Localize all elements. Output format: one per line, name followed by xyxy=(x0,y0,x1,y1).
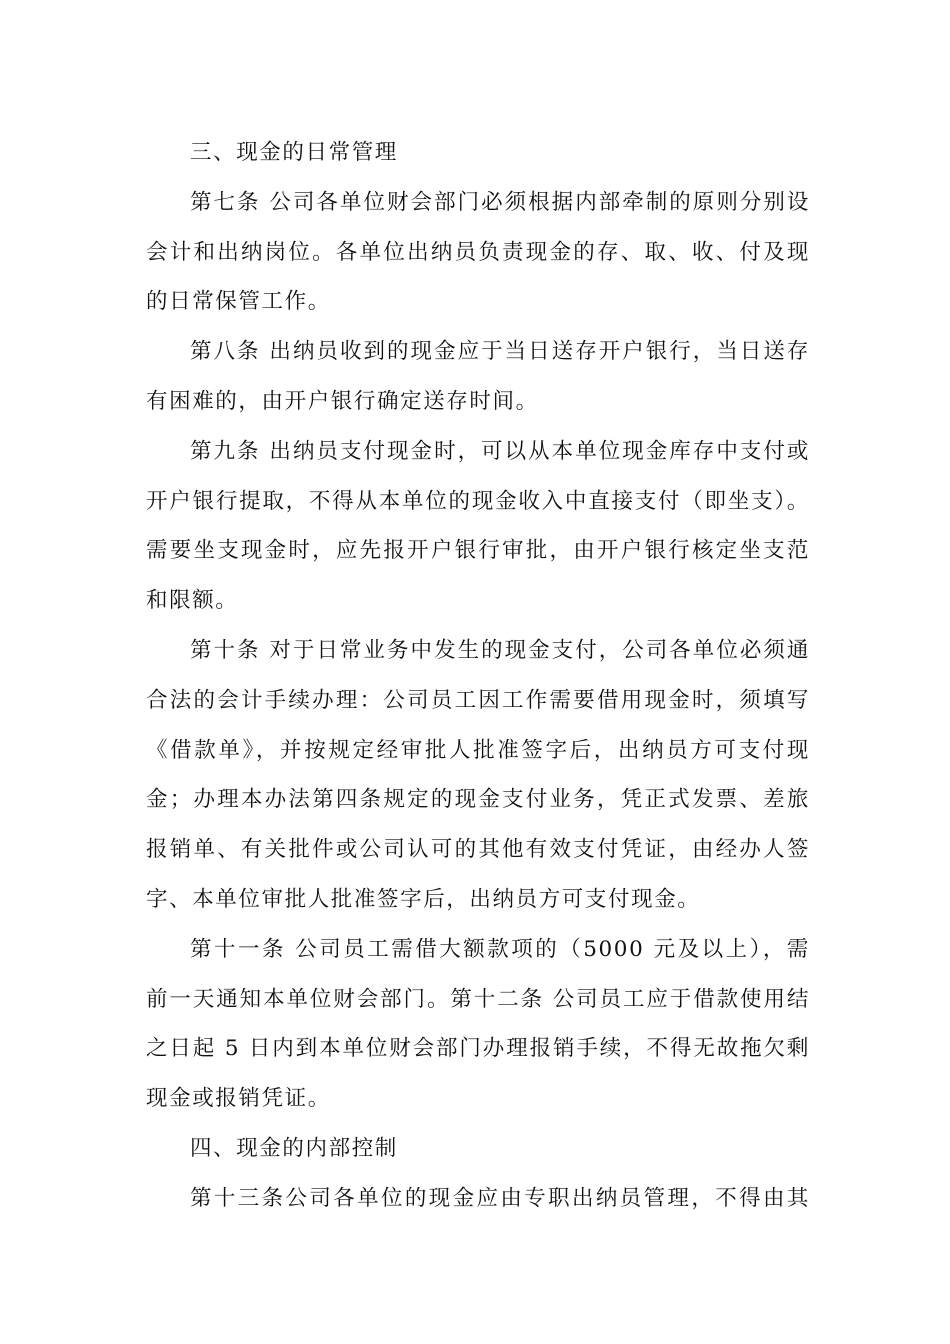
paragraph-line: 金；办理本办法第四条规定的现金支付业务，凭正式发票、差旅 xyxy=(146,787,810,813)
paragraph-line: 字、本单位审批人批准签字后，出纳员方可支付现金。 xyxy=(146,886,701,912)
paragraph-line: 现金或报销凭证。 xyxy=(146,1086,331,1112)
paragraph-line: 之日起 5 日内到本单位财会部门办理报销手续，不得无故拖欠剩 xyxy=(146,1036,810,1062)
paragraph-line: 合法的会计手续办理：公司员工因工作需要借用现金时，须填写 xyxy=(146,687,810,713)
paragraph-line: 第十一条 公司员工需借大额款项的（5000 元及以上），需 xyxy=(190,936,810,962)
section-heading: 四、现金的内部控制 xyxy=(190,1135,398,1161)
paragraph-line: 第七条 公司各单位财会部门必须根据内部牵制的原则分别设 xyxy=(190,189,810,215)
paragraph-line: 第九条 出纳员支付现金时，可以从本单位现金库存中支付或 xyxy=(190,438,810,464)
paragraph-line: 有困难的，由开户银行确定送存时间。 xyxy=(146,388,539,414)
paragraph-line: 第十条 对于日常业务中发生的现金支付，公司各单位必须通 xyxy=(190,637,810,663)
paragraph-line: 开户银行提取，不得从本单位的现金收入中直接支付（即坐支）。 xyxy=(146,488,810,514)
paragraph-line: 第八条 出纳员收到的现金应于当日送存开户银行，当日送存 xyxy=(190,339,810,365)
document-page xyxy=(146,128,810,1224)
paragraph-line: 第十三条公司各单位的现金应由专职出纳员管理，不得由其 xyxy=(190,1185,810,1211)
paragraph-line: 需要坐支现金时，应先报开户银行审批，由开户银行核定坐支范 xyxy=(146,538,810,564)
paragraph-line: 和限额。 xyxy=(146,588,239,614)
paragraph-line: 前一天通知本单位财会部门。第十二条 公司员工应于借款使用结 xyxy=(146,986,810,1012)
paragraph-line: 报销单、有关批件或公司认可的其他有效支付凭证，由经办人签 xyxy=(146,837,810,863)
paragraph-line: 会计和出纳岗位。各单位出纳员负责现金的存、取、收、付及现 xyxy=(146,239,810,265)
paragraph-line: 《借款单》，并按规定经审批人批准签字后，出纳员方可支付现 xyxy=(146,737,810,763)
section-heading: 三、现金的日常管理 xyxy=(190,140,398,165)
paragraph-line: 的日常保管工作。 xyxy=(146,289,331,315)
